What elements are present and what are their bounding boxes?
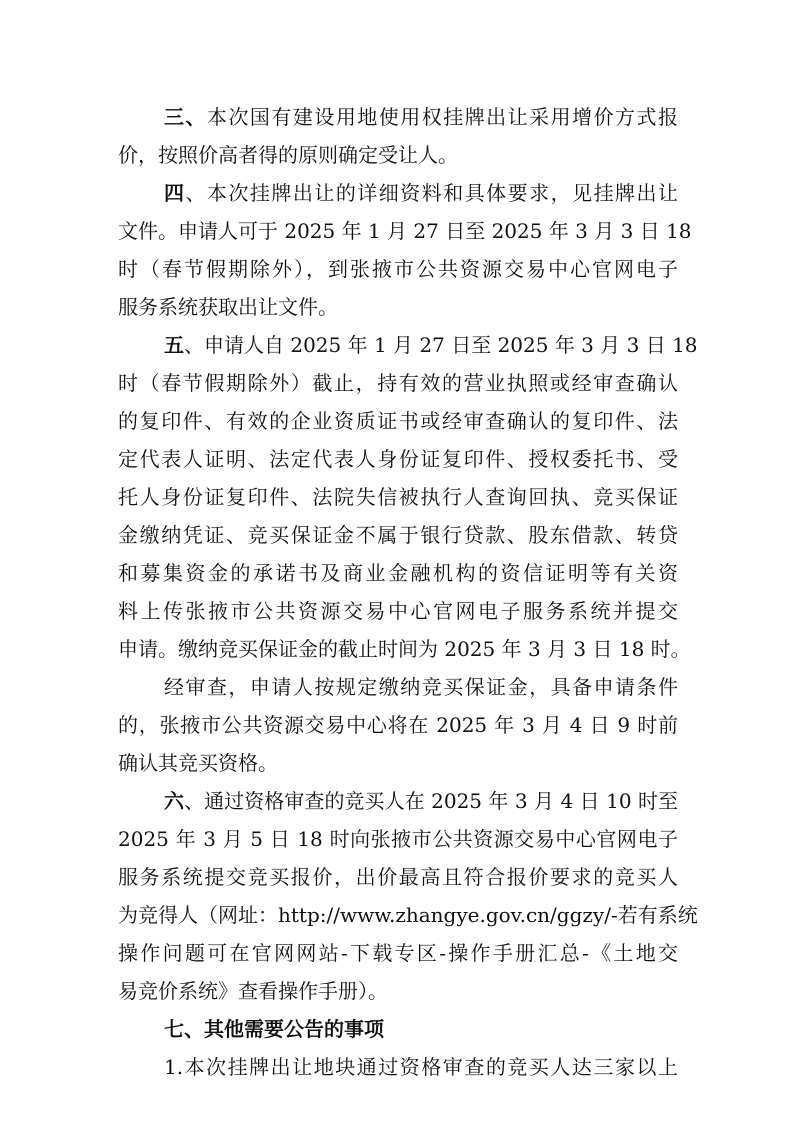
section-number: 六 bbox=[164, 789, 185, 813]
text-line: 经审查，申请人按规定缴纳竞买保证金，具备申请条件 bbox=[164, 675, 678, 699]
section-text: 本次国有建设用地使用权挂牌出让采用增价方式报 bbox=[206, 105, 679, 129]
text-line: 料上传张掖市公共资源交易中心官网电子服务系统并提交 bbox=[118, 599, 678, 623]
text-line bbox=[118, 782, 678, 820]
text-line: 的复印件、有效的企业资质证书或经审查确认的复印件、法 bbox=[118, 409, 678, 433]
text-line: 确认其竞买资格。 bbox=[118, 751, 278, 775]
text-line bbox=[118, 174, 678, 212]
text-line: 托人身份证复印件、法院失信被执行人查询回执、竞买保证 bbox=[118, 485, 678, 509]
text-line: 和募集资金的承诺书及商业金融机构的资信证明等有关资 bbox=[118, 561, 678, 585]
text-line: 的，张掖市公共资源交易中心将在 2025 年 3 月 4 日 9 时前 bbox=[118, 713, 678, 737]
text-line: 七、其他需要公告的事项 bbox=[164, 1017, 384, 1041]
section-number: 五 bbox=[164, 333, 184, 357]
text-line: 服务系统提交竞买报价，出价最高且符合报价要求的竞买人 bbox=[118, 865, 678, 889]
section-text: 、通过资格审查的竞买人在 2025 年 3 月 4 日 10 时至 bbox=[184, 789, 679, 813]
text-line: 文件。申请人可于 2025 年 1 月 27 日至 2025 年 3 月 3 日 18 bbox=[118, 219, 692, 243]
announcement-body bbox=[118, 98, 698, 1086]
text-line: 定代表人证明、法定代表人身份证复印件、授权委托书、受 bbox=[118, 447, 678, 471]
section-number: 四 bbox=[164, 181, 186, 205]
text-line: 服务系统获取出让文件。 bbox=[118, 295, 338, 319]
text-line: 为竞得人（网址：http://www.zhangye.gov.cn/ggzy/-若有系统 bbox=[118, 903, 698, 927]
text-line: 易竞价系统》查看操作手册）。 bbox=[118, 979, 388, 1003]
text-line: 申请。缴纳竞买保证金的截止时间为 2025 年 3 月 3 日 18 时。 bbox=[118, 637, 691, 661]
text-line: 金缴纳凭证、竞买保证金不属于银行贷款、股东借款、转贷 bbox=[118, 523, 678, 547]
text-line: 时（春节假期除外）截止，持有效的营业执照或经审查确认 bbox=[118, 371, 678, 395]
section-number: 三、 bbox=[164, 105, 207, 129]
text-line: 时（春节假期除外），到张掖市公共资源交易中心官网电子 bbox=[118, 257, 678, 281]
text-line bbox=[118, 326, 698, 364]
text-line: 价，按照价高者得的原则确定受让人。 bbox=[118, 143, 458, 167]
section-text: 、本次挂牌出让的详细资料和具体要求，见挂牌出让 bbox=[185, 181, 679, 205]
text-line: 操作问题可在官网网站-下载专区-操作手册汇总-《土地交 bbox=[118, 941, 678, 965]
text-line: 2025 年 3 月 5 日 18 时向张掖市公共资源交易中心官网电子 bbox=[118, 827, 678, 851]
text-line bbox=[118, 98, 678, 136]
section-text: 、申请人自 2025 年 1 月 27 日至 2025 年 3 月 3 日 18 bbox=[184, 333, 698, 357]
text-line: 1.本次挂牌出让地块通过资格审查的竞买人达三家以上 bbox=[164, 1055, 678, 1079]
